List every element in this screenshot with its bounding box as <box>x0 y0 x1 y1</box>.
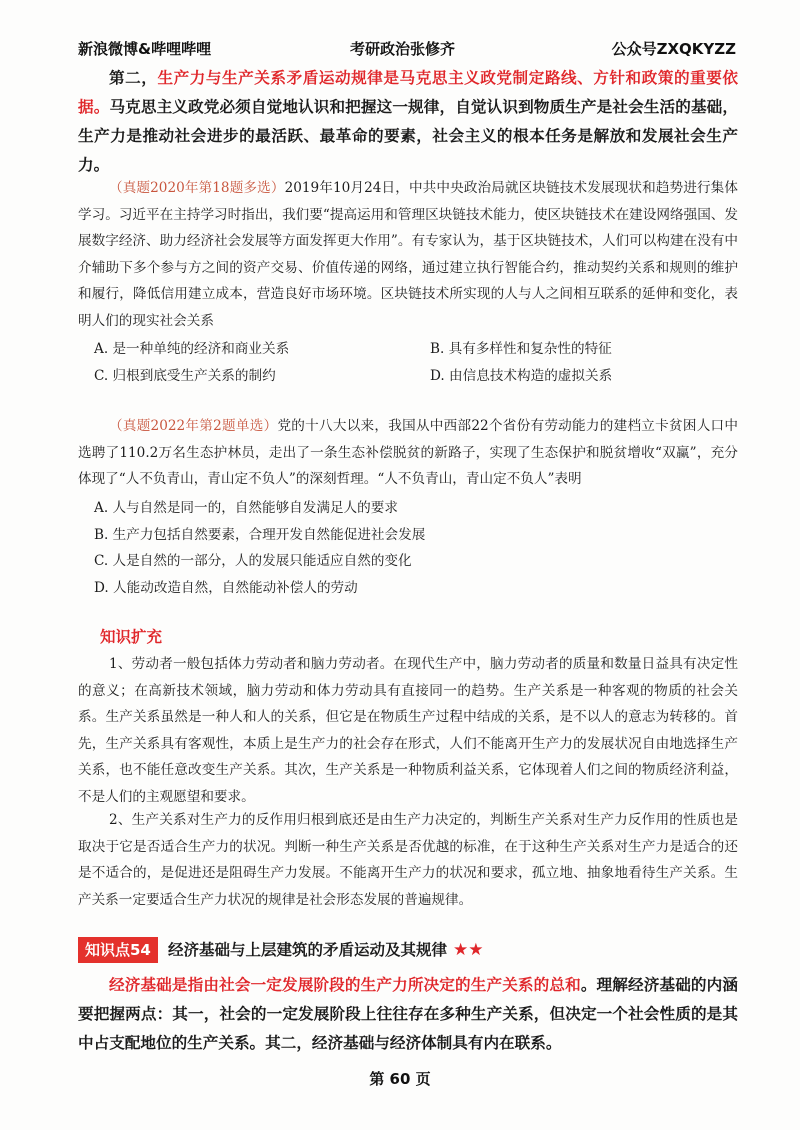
q2-option-b: B. 生产力包括自然要素，合理开发自然能促进社会发展 <box>94 527 426 543</box>
question-2022-2 <box>78 413 738 493</box>
knowledge-paragraph-1: 1、劳动者一般包括体力劳动者和脑力劳动者。在现代生产中，脑力劳动者的质量和数量日益具有决定性的意义；在高新技术领域，脑力劳动和体力劳动具有直接同一的趋势。生产关系是一种客观的物质的社会关系。生产关系虽然是一种人和人的关系，但它是在物质生产过程中结成的关系，是不以人的意志为转移的。首先，生产关系具有客观性，本质上是生产力的社会存在形式，人们不能离开生产力的发展状况自由地选择生产关系，也不能任意改变生产关系。其次，生产关系是一种物质利益关系，它体现着人们之间的物质经济利益，不是人们的主观愿望和要求。 <box>78 656 738 805</box>
question-2020-18 <box>78 175 738 334</box>
q2-option-c: C. 人是自然的一部分，人的发展只能适应自然的变化 <box>94 553 412 569</box>
q2-option-a: A. 人与自然是同一的，自然能够自发满足人的要求 <box>94 500 398 516</box>
knowledge-point-badge: 知识点54 <box>78 937 158 963</box>
knowledge-point-heading <box>78 937 738 965</box>
page-number: 第 60 页 <box>369 1070 431 1088</box>
knowledge-point-title <box>168 937 484 963</box>
q1-option-a: A. 是一种单纯的经济和商业关系 <box>94 341 290 357</box>
q1-option-b: B. 具有多样性和复杂性的特征 <box>430 341 612 357</box>
intro-red-highlight: 生产力与生产关系矛盾运动规律是马克思主义政党制定路线、方针和政策的重要依据。 <box>78 69 738 116</box>
question-source-tag: （真题2022年第2题单选） <box>109 418 278 434</box>
q1-option-d: D. 由信息技术构造的虚拟关系 <box>430 368 613 384</box>
knowledge-point-title-text: 经济基础与上层建筑的矛盾运动及其规律 <box>168 941 448 959</box>
header-weibo-bilibili: 新浪微博&哔哩哔哩 <box>78 40 212 58</box>
question-source-tag: （真题2020年第18题多选） <box>109 180 285 196</box>
intro-prefix: 第二， <box>109 69 158 87</box>
q1-option-c: C. 归根到底受生产关系的制约 <box>94 368 276 384</box>
knowledge-paragraph-2: 2、生产关系对生产力的反作用归根到底还是由生产力决定的，判断生产关系对生产力反作用的性质也是取决于它是否适合生产力的状况。判断一种生产关系是否优越的标准，在于这种生产关系对生产力是适合的还是不适合的，是促进还是阻碍生产力发展。不能离开生产力的状况和要求，孤立地、抽象地看待生产关系。生产关系一定要适合生产力状况的规律是社会形态发展的普遍规律。 <box>78 812 738 908</box>
economic-base-paragraph <box>78 971 738 1058</box>
q2-option-d: D. 人能动改造自然，自然能动补偿人的劳动 <box>94 580 358 596</box>
question-stem: 党的十八大以来，我国从中西部22个省份有劳动能力的建档立卡贫困人口中选聘了110.2万名生态护林员，走出了一条生态补偿脱贫的新路子，实现了生态保护和脱贫增收“双赢”，充分体现了“人不负青山，青山定不负人”的深刻哲理。“人不负青山，青山定不负人”表明 <box>78 418 739 487</box>
economic-base-rest: 。理解经济基础的内涵要把握两点：其一，社会的一定发展阶段上往往存在多种生产关系，但决定一个社会性质的是其中占支配地位的生产关系。其二，经济基础与经济体制具有内在联系。 <box>78 976 738 1052</box>
question-stem: 2019年10月24日，中共中央政治局就区块链技术发展现状和趋势进行集体学习。习近平在主持学习时指出，我们要“提高运用和管理区块链技术能力，使区块链技术在建设网络强国、发展数字经济、助力经济社会发展等方面发挥更大作用”。有专家认为，基于区块链技术，人们可以构建在没有中介辅助下多个参与方之间的资产交易、价值传递的网络，通过建立执行智能合约，推动契约关系和规则的维护和履行，降低信用建立成本，营造良好市场环境。区块链技术所实现的人与人之间相互联系的延伸和变化，表明人们的现实社会关系 <box>78 180 738 329</box>
intro-rest: 马克思主义政党必须自觉地认识和把握这一规律，自觉认识到物质生产是社会生活的基础，生产力是推动社会进步的最活跃、最革命的要素，社会主义的根本任务是解放和发展社会生产力。 <box>78 98 738 174</box>
page-header <box>78 38 736 62</box>
economic-base-definition: 经济基础是指由社会一定发展阶段的生产力所决定的生产关系的总和 <box>109 976 581 994</box>
intro-paragraph <box>78 64 738 180</box>
knowledge-expansion-title: 知识扩充 <box>100 628 163 646</box>
header-wechat-account: 公众号ZXQKYZZ <box>611 40 736 58</box>
header-author: 考研政治张修齐 <box>350 40 456 58</box>
importance-stars-icon: ★★ <box>453 940 484 960</box>
